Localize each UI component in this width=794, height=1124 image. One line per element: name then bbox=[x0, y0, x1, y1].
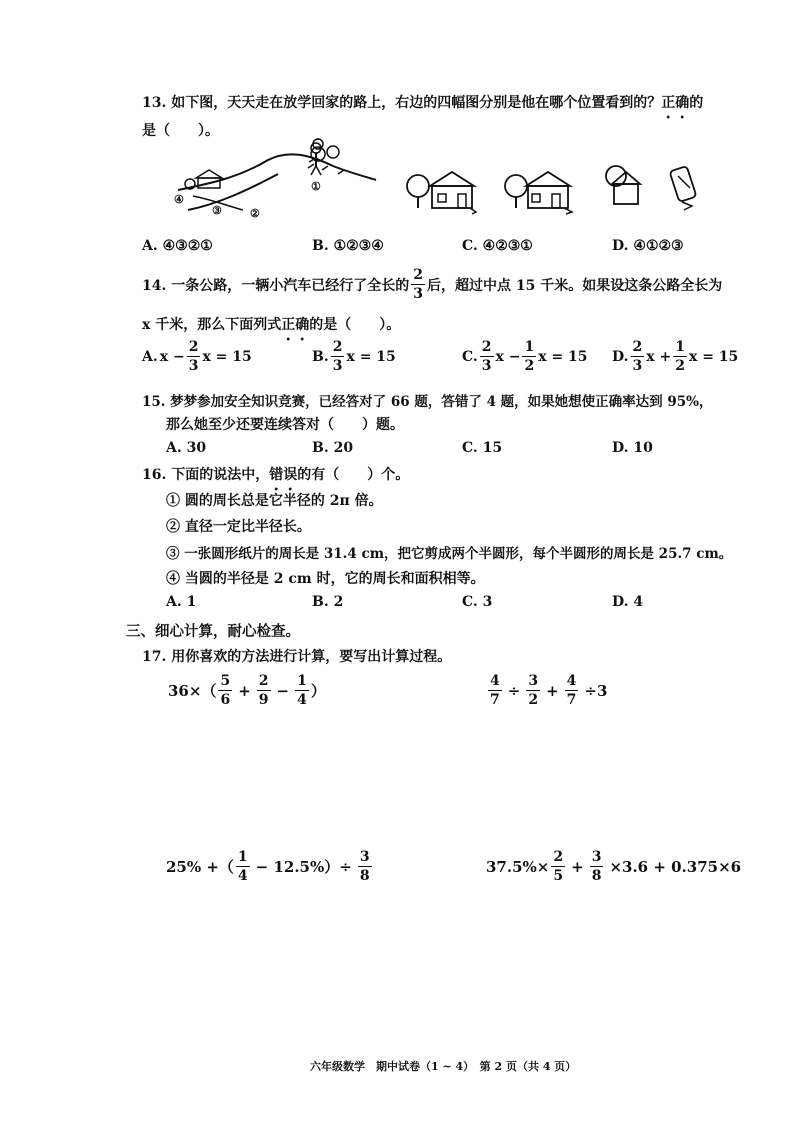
q16-statement-3: ③ 一张圆形纸片的周长是 31.4 cm，把它剪成两个半圆形，每个半圆形的周长是 25.7 cm。 bbox=[166, 546, 733, 562]
q15-option-b[interactable]: B. 20 bbox=[312, 440, 354, 456]
q14-fraction: $\frac{2}{3}$ bbox=[413, 267, 423, 302]
marker-2: ② bbox=[250, 207, 260, 220]
q15-option-d[interactable]: D. 10 bbox=[612, 440, 653, 456]
marker-3: ③ bbox=[212, 204, 222, 217]
q16-statement-1: ① 圆的周长总是它半径的 2π 倍。 bbox=[166, 493, 383, 509]
section-3-heading: 三、细心计算，耐心检查。 bbox=[126, 623, 300, 640]
marker-4: ④ bbox=[174, 193, 184, 206]
q17-expression-3: 25% +（ $\frac{1}{4}$ − 12.5%）÷ $\frac{3}{8}$ bbox=[166, 849, 370, 884]
person-figure bbox=[306, 142, 326, 176]
q13-option-a[interactable]: A. ④③②① bbox=[142, 238, 213, 254]
q15-option-a[interactable]: A. 30 bbox=[166, 440, 207, 456]
q13-line1: 13. 如下图，天天走在放学回家的路上，右边的四幅图分别是他在哪个位置看到的？正确的 bbox=[142, 95, 704, 111]
q14-option-a[interactable]: A. x − $\frac{2}{3}$ x = 15 bbox=[142, 339, 252, 374]
q17-expression-4: 37.5%× $\frac{2}{5}$ + $\frac{3}{8}$ ×3.6 + 0.375×6 bbox=[486, 849, 742, 884]
q16-statement-4: ④ 当圆的半径是 2 cm 时，它的周长和面积相等。 bbox=[166, 571, 485, 587]
q13-option-c[interactable]: C. ④②③① bbox=[462, 238, 533, 254]
q15-line1: 15. 梦梦参加安全知识竞赛，已经答对了 66 题，答错了 4 题，如果她想使正确率达到 95%， bbox=[142, 394, 713, 410]
q14-option-b[interactable]: B. $\frac{2}{3}$ x = 15 bbox=[312, 339, 396, 374]
q15-line2: 那么她至少还要连续答对（ ）题。 bbox=[166, 417, 404, 433]
q16-option-c[interactable]: C. 3 bbox=[462, 594, 493, 610]
view-picture-4 bbox=[668, 162, 702, 212]
q16-option-d[interactable]: D. 4 bbox=[612, 594, 644, 610]
marker-1: ① bbox=[311, 180, 321, 193]
q13-option-b[interactable]: B. ①②③④ bbox=[312, 238, 384, 254]
q16-statement-2: ② 直径一定比半径长。 bbox=[166, 519, 311, 535]
q13-road-illustration bbox=[168, 138, 382, 230]
q13-line2: 是（ ）。 bbox=[142, 123, 219, 139]
q14-option-c[interactable]: C. $\frac{2}{3}$ x − $\frac{1}{2}$ x = 15 bbox=[462, 339, 588, 374]
q15-option-c[interactable]: C. 15 bbox=[462, 440, 503, 456]
page-footer: 六年级数学 期中试卷（1 ~ 4） 第 2 页（共 4 页） bbox=[310, 1060, 577, 1073]
q16-stem: 16. 下面的说法中，错误的有（ ）个。 bbox=[142, 467, 410, 483]
q14-line2: x 千米，那么下面列式正确的是（ ）。 bbox=[142, 317, 401, 333]
q13-option-d[interactable]: D. ④①②③ bbox=[612, 238, 684, 254]
view-picture-3 bbox=[604, 160, 648, 210]
q16-option-a[interactable]: A. 1 bbox=[166, 594, 197, 610]
q17-title: 17. 用你喜欢的方法进行计算，要写出计算过程。 bbox=[142, 649, 452, 665]
view-picture-2 bbox=[502, 166, 582, 216]
q14-line1: 14. 一条公路，一辆小汽车已经行了全长的 $\frac{2}{3}$ 后，超过中点 15 千米。如果设这条公路全长为 bbox=[142, 267, 723, 302]
q16-option-b[interactable]: B. 2 bbox=[312, 594, 344, 610]
q17-expression-1: 36×（ $\frac{5}{6}$ + $\frac{2}{9}$ − $\frac{1}{4}$ ） bbox=[168, 673, 326, 708]
q17-expression-2: $\frac{4}{7}$ ÷ $\frac{3}{2}$ + $\frac{4}{7}$ ÷3 bbox=[490, 673, 608, 708]
view-picture-1 bbox=[404, 168, 484, 216]
q14-option-d[interactable]: D. $\frac{2}{3}$ x + $\frac{1}{2}$ x = 15 bbox=[612, 339, 739, 374]
